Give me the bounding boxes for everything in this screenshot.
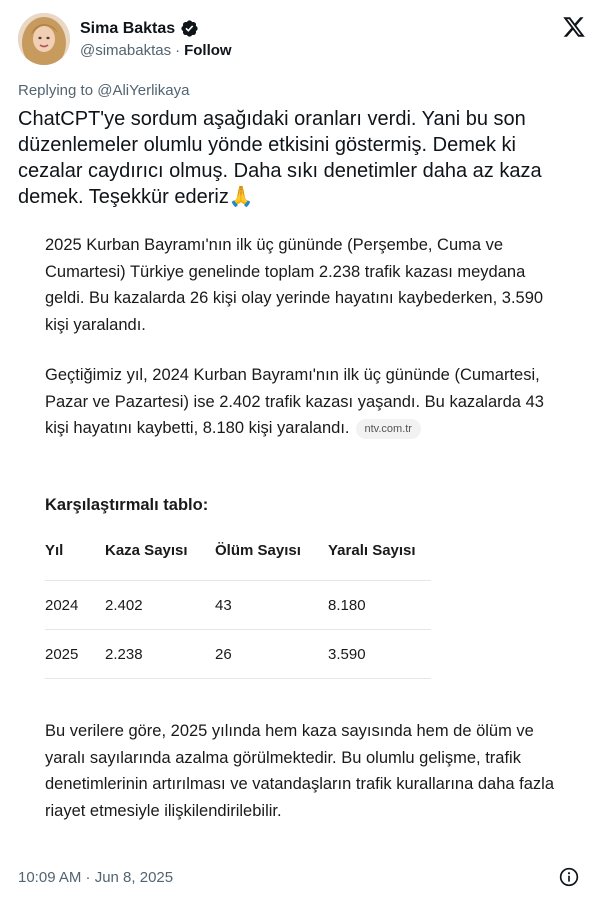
source-chip[interactable]: ntv.com.tr [356,419,421,439]
reply-mention-link[interactable]: @AliYerlikaya [97,82,190,99]
follow-button[interactable]: Follow [184,42,232,59]
tweet-header [18,13,588,67]
table-cell: 43 [215,596,232,614]
quote-paragraph-2 [45,362,565,442]
info-icon[interactable] [559,867,579,887]
table-row [45,630,431,679]
replying-to [18,82,189,99]
table-header-row [45,542,431,581]
verified-badge-icon [180,19,199,38]
table-cell: 2024 [45,596,79,614]
avatar[interactable] [18,13,70,65]
table-header-cell: Yaralı Sayısı [328,542,416,559]
quote-paragraph-1: 2025 Kurban Bayramı'nın ilk üç gününde (Perşembe, Cuma ve Cumartesi) Türkiye genelinde toplam 2.238 trafik kazası meydana geldi. Bu kazalarda 26 kişi olay yerinde hayatını kaybederken, 3.590 kişi yaralandı. [45,236,544,334]
avatar-image [18,13,70,65]
tweet-text: ChatCPT'ye sordum aşağıdaki oranları verdi. Yani bu son düzenlemeler olumlu yönde etkisini göstermiş. Demek ki cezalar caydırıcı olmuş. Daha sıkı denetimler daha az kaza demek. Teşekkür ederiz🙏 [18,108,542,208]
table-cell: 3.590 [328,645,366,663]
table-cell: 8.180 [328,596,366,614]
table-header-cell: Ölüm Sayısı [215,542,301,559]
table-cell: 26 [215,645,232,663]
table-cell: 2.238 [105,645,143,663]
separator: · [175,42,181,59]
quote-paragraph-2-text: Geçtiğimiz yıl, 2024 Kurban Bayramı'nın ilk üç gününde (Cumartesi, Pazar ve Pazartesi) ise 2.402 trafik kazası yaşandı. Bu kazalarda 43 kişi hayatını kaybetti, 8.180 kişi yaralandı. [45,366,544,437]
tweet-timestamp[interactable]: 10:09 AM · Jun 8, 2025 [18,869,174,886]
table-cell: 2.402 [105,596,143,614]
table-header-cell: Yıl [45,542,64,559]
user-handle[interactable]: @simabaktas [80,42,172,59]
table-cell: 2025 [45,645,79,663]
table-header-cell: Kaza Sayısı [105,542,188,559]
replying-prefix: Replying to [18,82,98,99]
quote-paragraph-3: Bu verilere göre, 2025 yılında hem kaza sayısında hem de ölüm ve yaralı sayılarında azalma görülmektedir. Bu olumlu gelişme, trafik denetimlerinin artırılması ve vatandaşların trafik kurallarına daha fazla riayet etmesiyle ilişkilendirilebilir. [45,722,554,820]
display-name[interactable]: Sima Baktas [80,19,176,37]
x-logo-icon[interactable] [562,15,586,39]
table-title: Karşılaştırmalı tablo: [45,496,209,514]
comparison-table [45,542,431,679]
table-row [45,581,431,630]
